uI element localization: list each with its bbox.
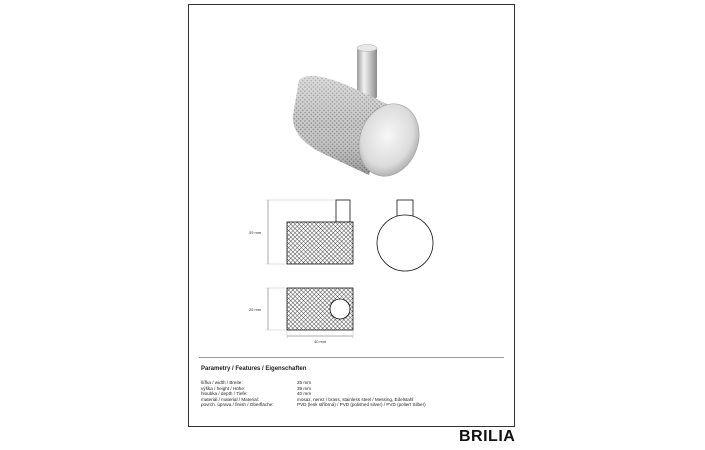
width-dimension [287,330,353,344]
spec-table [201,380,426,408]
spec-value: PVD (lesk stříbrná) / PVD (polished silver) / PVD (poliert Silber) [297,402,426,408]
brand-name: BRILIA [459,428,516,445]
specs-title: Parametry / Features / Eigenschaften [201,366,307,372]
side-view [377,200,433,271]
divider [199,357,504,358]
spec-label: šířka / width / Breite: [201,380,243,385]
spec-label: materiál / material / Material: [201,396,259,402]
product-photo [271,35,431,185]
spec-label: hloubka / depth / Tiefe: [201,391,248,397]
height-dim-label: 39 mm [249,230,262,235]
spec-value: 40 mm [297,391,312,397]
spec-sheet [188,4,515,427]
top-view [287,288,353,330]
spec-label: povrch. úprava / finish / Oberfläche: [201,402,274,408]
front-view [287,200,353,264]
technical-drawings [189,190,516,350]
spec-row-finish [201,402,426,408]
spec-label: výška / height / Höhe: [201,385,246,391]
width-dim-label: 40 mm [314,339,327,344]
spec-value: 25 mm [297,380,312,385]
depth-dim-label: 25 mm [249,307,262,312]
spec-value: mosaz, nerez / brass, stainless steel / Messing, Edelstahl [297,396,414,402]
spec-value: 39 mm [297,385,312,391]
depth-dimension [249,288,287,330]
